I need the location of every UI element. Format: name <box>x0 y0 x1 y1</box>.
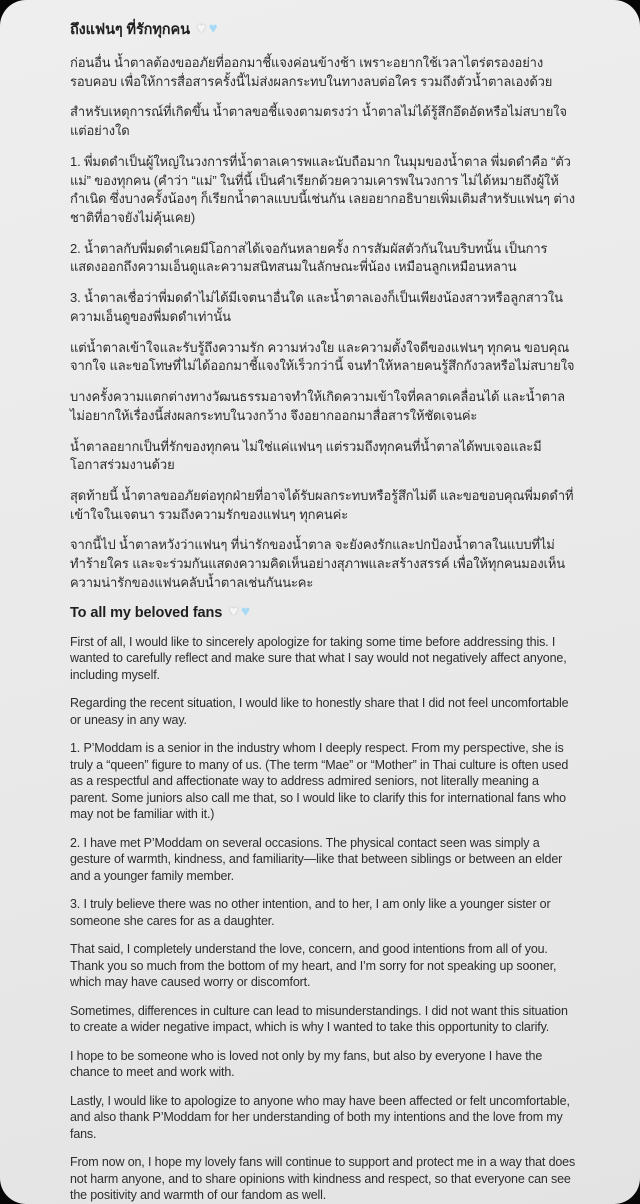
english-title <box>70 605 578 621</box>
thai-title-text: ถึงแฟนๆ ที่รักทุกคน <box>70 22 190 38</box>
statement-paragraph: First of all, I would like to sincerely apologize for taking some time before addressing this. I wanted to carefully reflect and make sure that what I say would not negatively affect anyone, including myself. <box>70 634 567 682</box>
white-heart-icon: ♥ <box>196 20 206 37</box>
statement-paragraph: สุดท้ายนี้ น้ำตาลขออภัยต่อทุกฝ่ายที่อาจได้รับผลกระทบหรือรู้สึกไม่ดี และขอขอบคุณพี่มดดำที่เข้าใจในเจตนา รวมถึงความรักของแฟนๆ ทุกคนค่ะ <box>70 487 574 522</box>
statement-paragraph: บางครั้งความแตกต่างทางวัฒนธรรมอาจทำให้เกิดความเข้าใจที่คลาดเคลื่อนได้ และน้ำตาลไม่อยากให้เรื่องนี้ส่งผลกระทบในวงกว้าง จึงอยากออกมาสื่อสารให้ชัดเจนค่ะ <box>70 389 565 423</box>
english-title-text: To all my beloved fans <box>70 604 223 621</box>
statement-paragraph: Lastly, I would like to apologize to anyone who may have been affected or felt uncomfortable, and also thank P’Moddam for her understanding of both my intentions and the love from my fans. <box>70 1093 570 1141</box>
light-blue-heart-icon: ♥ <box>241 603 250 621</box>
white-heart-icon: ♥ <box>229 603 239 621</box>
statement-paragraph: Sometimes, differences in culture can lead to misunderstandings. I did not want this situation to create a wider negative impact, which is why I wanted to take this opportunity to clarify. <box>70 1003 568 1035</box>
statement-paragraph: Regarding the recent situation, I would like to honestly share that I did not feel uncomfortable or uneasy in any way. <box>70 696 569 727</box>
thai-paragraphs <box>70 54 578 593</box>
statement-paragraph: From now on, I hope my lovely fans will continue to support and protect me in a way that does not harm anyone, and to share opinions with kindness and respect, so that everyone can see the positivity and warmth of our fandom as well. <box>70 1155 576 1203</box>
statement-paragraph: That said, I completely understand the love, concern, and good intentions from all of you. Thank you so much from the bottom of my heart, and I’m sorry for not speaking up sooner, which may have caused worry or discomfort. <box>70 942 557 990</box>
statement-paragraph: 3. น้ำตาลเชื่อว่าพี่มดดำไม่ได้มีเจตนาอื่นใด และน้ำตาลเองก็เป็นเพียงน้องสาวหรือลูกสาวในความเอ็นดูของพี่มดดำเท่านั้น <box>70 290 563 324</box>
statement-paragraph: สำหรับเหตุการณ์ที่เกิดขึ้น น้ำตาลขอชี้แจงตามตรงว่า น้ำตาลไม่ได้รู้สึกอึดอัดหรือไม่สบายใจแต่อย่างใด <box>70 104 567 139</box>
statement-paragraph: 1. พี่มดดำเป็นผู้ใหญ่ในวงการที่น้ำตาลเคารพและนับถือมาก ในมุมของน้ำตาล พี่มดดำคือ “ตัวแม่” ของทุกคน (คำว่า “แม่” ในที่นี้ เป็นคำเรียกด้วยความเคารพในวงการ ไม่ได้หมายถึงผู้ให้กำเนิด ซึ่งบางครั้งน้องๆ ก็เรียกน้ำตาลแบบนี้เช่นกัน เลยอยากอธิบายเพิ่มเติมสำหรับแฟนๆ ต่างชาติที่อาจยังไม่คุ้นเคย) <box>70 153 575 226</box>
thai-statement-section <box>70 18 578 593</box>
english-paragraphs <box>70 634 578 1204</box>
light-blue-heart-icon: ♥ <box>208 20 218 37</box>
thai-title <box>70 18 578 41</box>
english-statement-section <box>70 605 578 1204</box>
statement-paragraph: แต่น้ำตาลเข้าใจและรับรู้ถึงความรัก ความห่วงใย และความตั้งใจดีของแฟนๆ ทุกคน ขอบคุณจากใจ และขอโทษที่ไม่ได้ออกมาชี้แจงให้เร็วกว่านี้ จนทำให้หลายคนรู้สึกกังวลหรือไม่สบายใจ <box>70 339 575 374</box>
statement-paragraph: 2. I have met P’Moddam on several occasions. The physical contact seen was simply a gesture of warmth, kindness, and familiarity—like that between siblings or between an elder and a younger family member. <box>70 835 563 883</box>
statement-paragraph: 2. น้ำตาลกับพี่มดดำเคยมีโอกาสได้เจอกันหลายครั้ง การสัมผัสตัวกันในบริบทนั้น เป็นการแสดงออกถึงความเอ็นดูและความสนิทสนมในลักษณะพี่น้อง เหมือนลูกเหมือนหลาน <box>70 240 548 275</box>
statement-paragraph: ก่อนอื่น น้ำตาลต้องขออภัยที่ออกมาชี้แจงค่อนข้างช้า เพราะอยากใช้เวลาไตร่ตรองอย่างรอบคอบ เพื่อให้การสื่อสารครั้งนี้ไม่ส่งผลกระทบในทางลบต่อใคร รวมถึงตัวน้ำตาลเองด้วย <box>70 55 553 89</box>
statement-paragraph: I hope to be someone who is loved not only by my fans, but also by everyone I have the chance to meet and work with. <box>70 1048 543 1080</box>
statement-paragraph: จากนี้ไป น้ำตาลหวังว่าแฟนๆ ที่น่ารักของน้ำตาล จะยังคงรักและปกป้องน้ำตาลในแบบที่ไม่ทำร้ายใคร และจะร่วมกันแสดงความคิดเห็นอย่างสุภาพและสร้างสรรค์ เพื่อให้ทุกคนมองเห็นความน่ารักของแฟนคลับน้ำตาลเช่นกันนะคะ <box>70 537 565 590</box>
statement-paragraph: น้ำตาลอยากเป็นที่รักของทุกคน ไม่ใช่แค่แฟนๆ แต่รวมถึงทุกคนที่น้ำตาลได้พบเจอและมีโอกาสร่วมงานด้วย <box>70 438 542 473</box>
statement-paragraph: 3. I truly believe there was no other intention, and to her, I am only like a younger sister or someone she cares for as a daughter. <box>70 897 551 928</box>
statement-paragraph: 1. P’Moddam is a senior in the industry whom I deeply respect. From my perspective, she is truly a “queen” figure to many of us. (The term “Mae” or “Mother” in Thai culture is often used as a respectful and affectionate way to address admired seniors, not literally meaning a parent. Some juniors also call me that, so I would like to clarify this for international fans who may not be familiar with it.) <box>70 741 569 822</box>
